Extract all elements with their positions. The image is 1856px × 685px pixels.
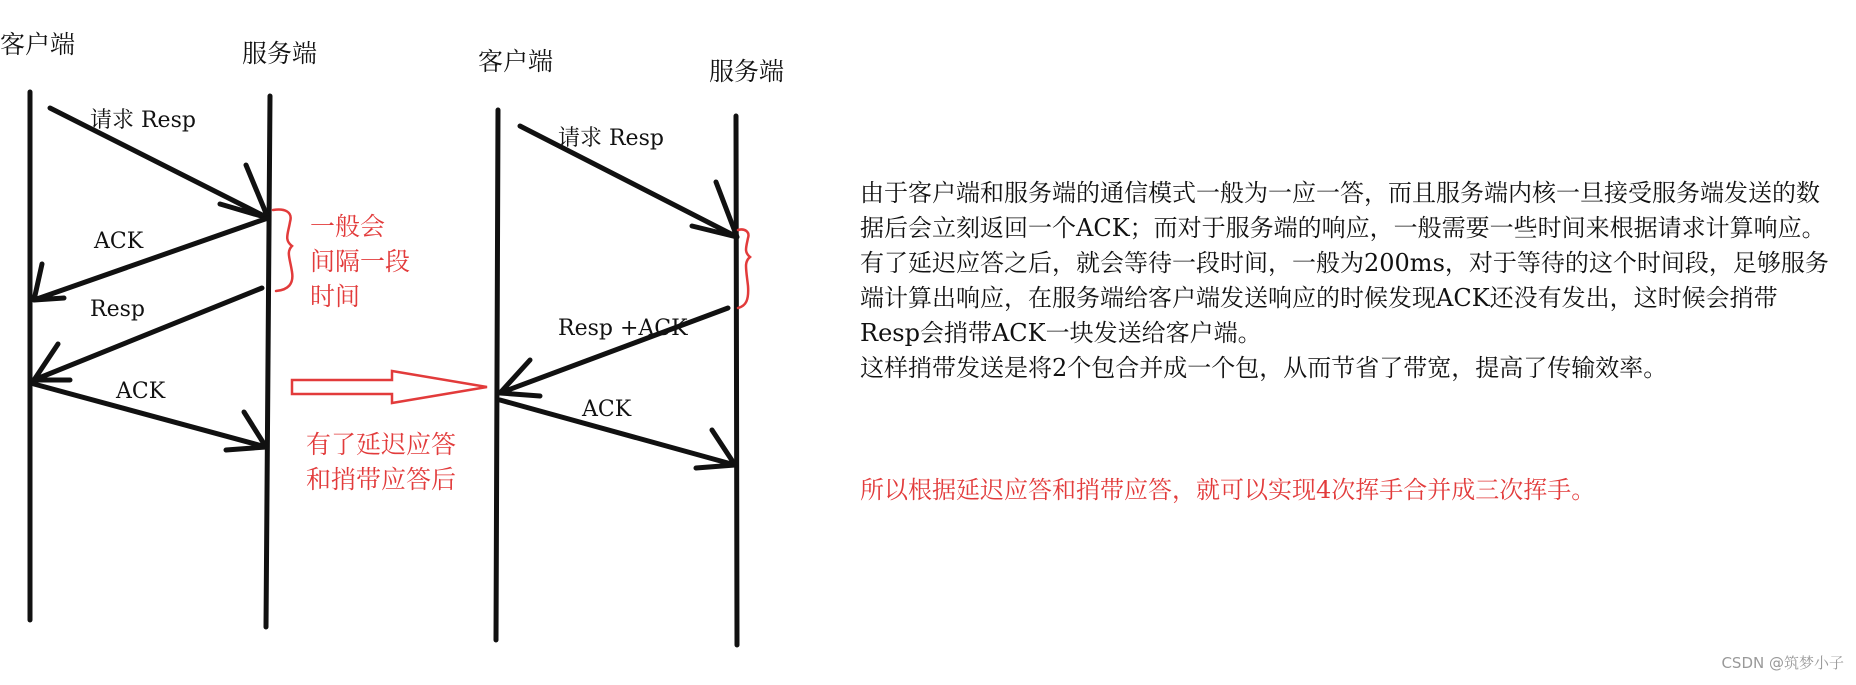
- csdn-watermark: CSDN @筑梦小子: [1721, 654, 1844, 672]
- explanation-paragraph-2: 有了延迟应答之后，就会等待一段时间，一般为200ms，对于等待的这个时间段，足够服务端计算出响应，在服务端给客户端发送响应的时候发现ACK还没有发出，这时候会捎带Resp会捎带ACK一块发送给客户端。: [860, 249, 1829, 347]
- right-client-label: 客户端: [478, 47, 554, 76]
- left-wait-note-line-1: 一般会: [310, 212, 386, 241]
- left-request-label: 请求 Resp: [90, 108, 196, 133]
- left-resp-label: Resp: [90, 297, 145, 322]
- explanation-text: [860, 176, 1832, 386]
- left-ack1-label: ACK: [94, 229, 144, 254]
- transition-label-line-2: 和捎带应答后: [306, 465, 457, 494]
- right-ack-label: ACK: [582, 397, 632, 422]
- left-resp-arrow: [34, 288, 262, 380]
- left-server-label: 服务端: [242, 39, 318, 68]
- conclusion-text: 所以根据延迟应答和捎带应答，就可以实现4次挥手合并成三次挥手。: [860, 476, 1596, 504]
- right-client-timeline: [496, 110, 498, 640]
- left-wait-note-line-2: 间隔一段: [310, 247, 411, 276]
- left-wait-note-line-3: 时间: [310, 282, 361, 311]
- transition-label-line-1: 有了延迟应答: [306, 430, 457, 459]
- left-ack1-arrow: [34, 218, 268, 300]
- left-wait-note: [310, 209, 410, 314]
- left-ack2-label: ACK: [116, 379, 166, 404]
- transition-label: [306, 427, 456, 497]
- right-server-label: 服务端: [709, 57, 785, 86]
- right-server-timeline: [736, 116, 737, 645]
- explanation-paragraph-1: 由于客户端和服务端的通信模式一般为一应一答，而且服务端内核一旦接受服务端发送的数据后会立刻返回一个ACK；而对于服务端的响应，一般需要一些时间来根据请求计算响应。: [860, 179, 1826, 242]
- explanation-paragraph-3: 这样捎带发送是将2个包合并成一个包，从而节省了带宽，提高了传输效率。: [860, 354, 1668, 382]
- left-server-timeline: [266, 96, 270, 627]
- left-client-label: 客户端: [0, 30, 76, 59]
- right-request-label: 请求 Resp: [558, 126, 664, 151]
- right-resp-ack-label: Resp +ACK: [558, 316, 688, 341]
- transition-arrow: [292, 371, 487, 403]
- left-wait-brace: [273, 210, 292, 292]
- right-wait-brace: [738, 229, 750, 308]
